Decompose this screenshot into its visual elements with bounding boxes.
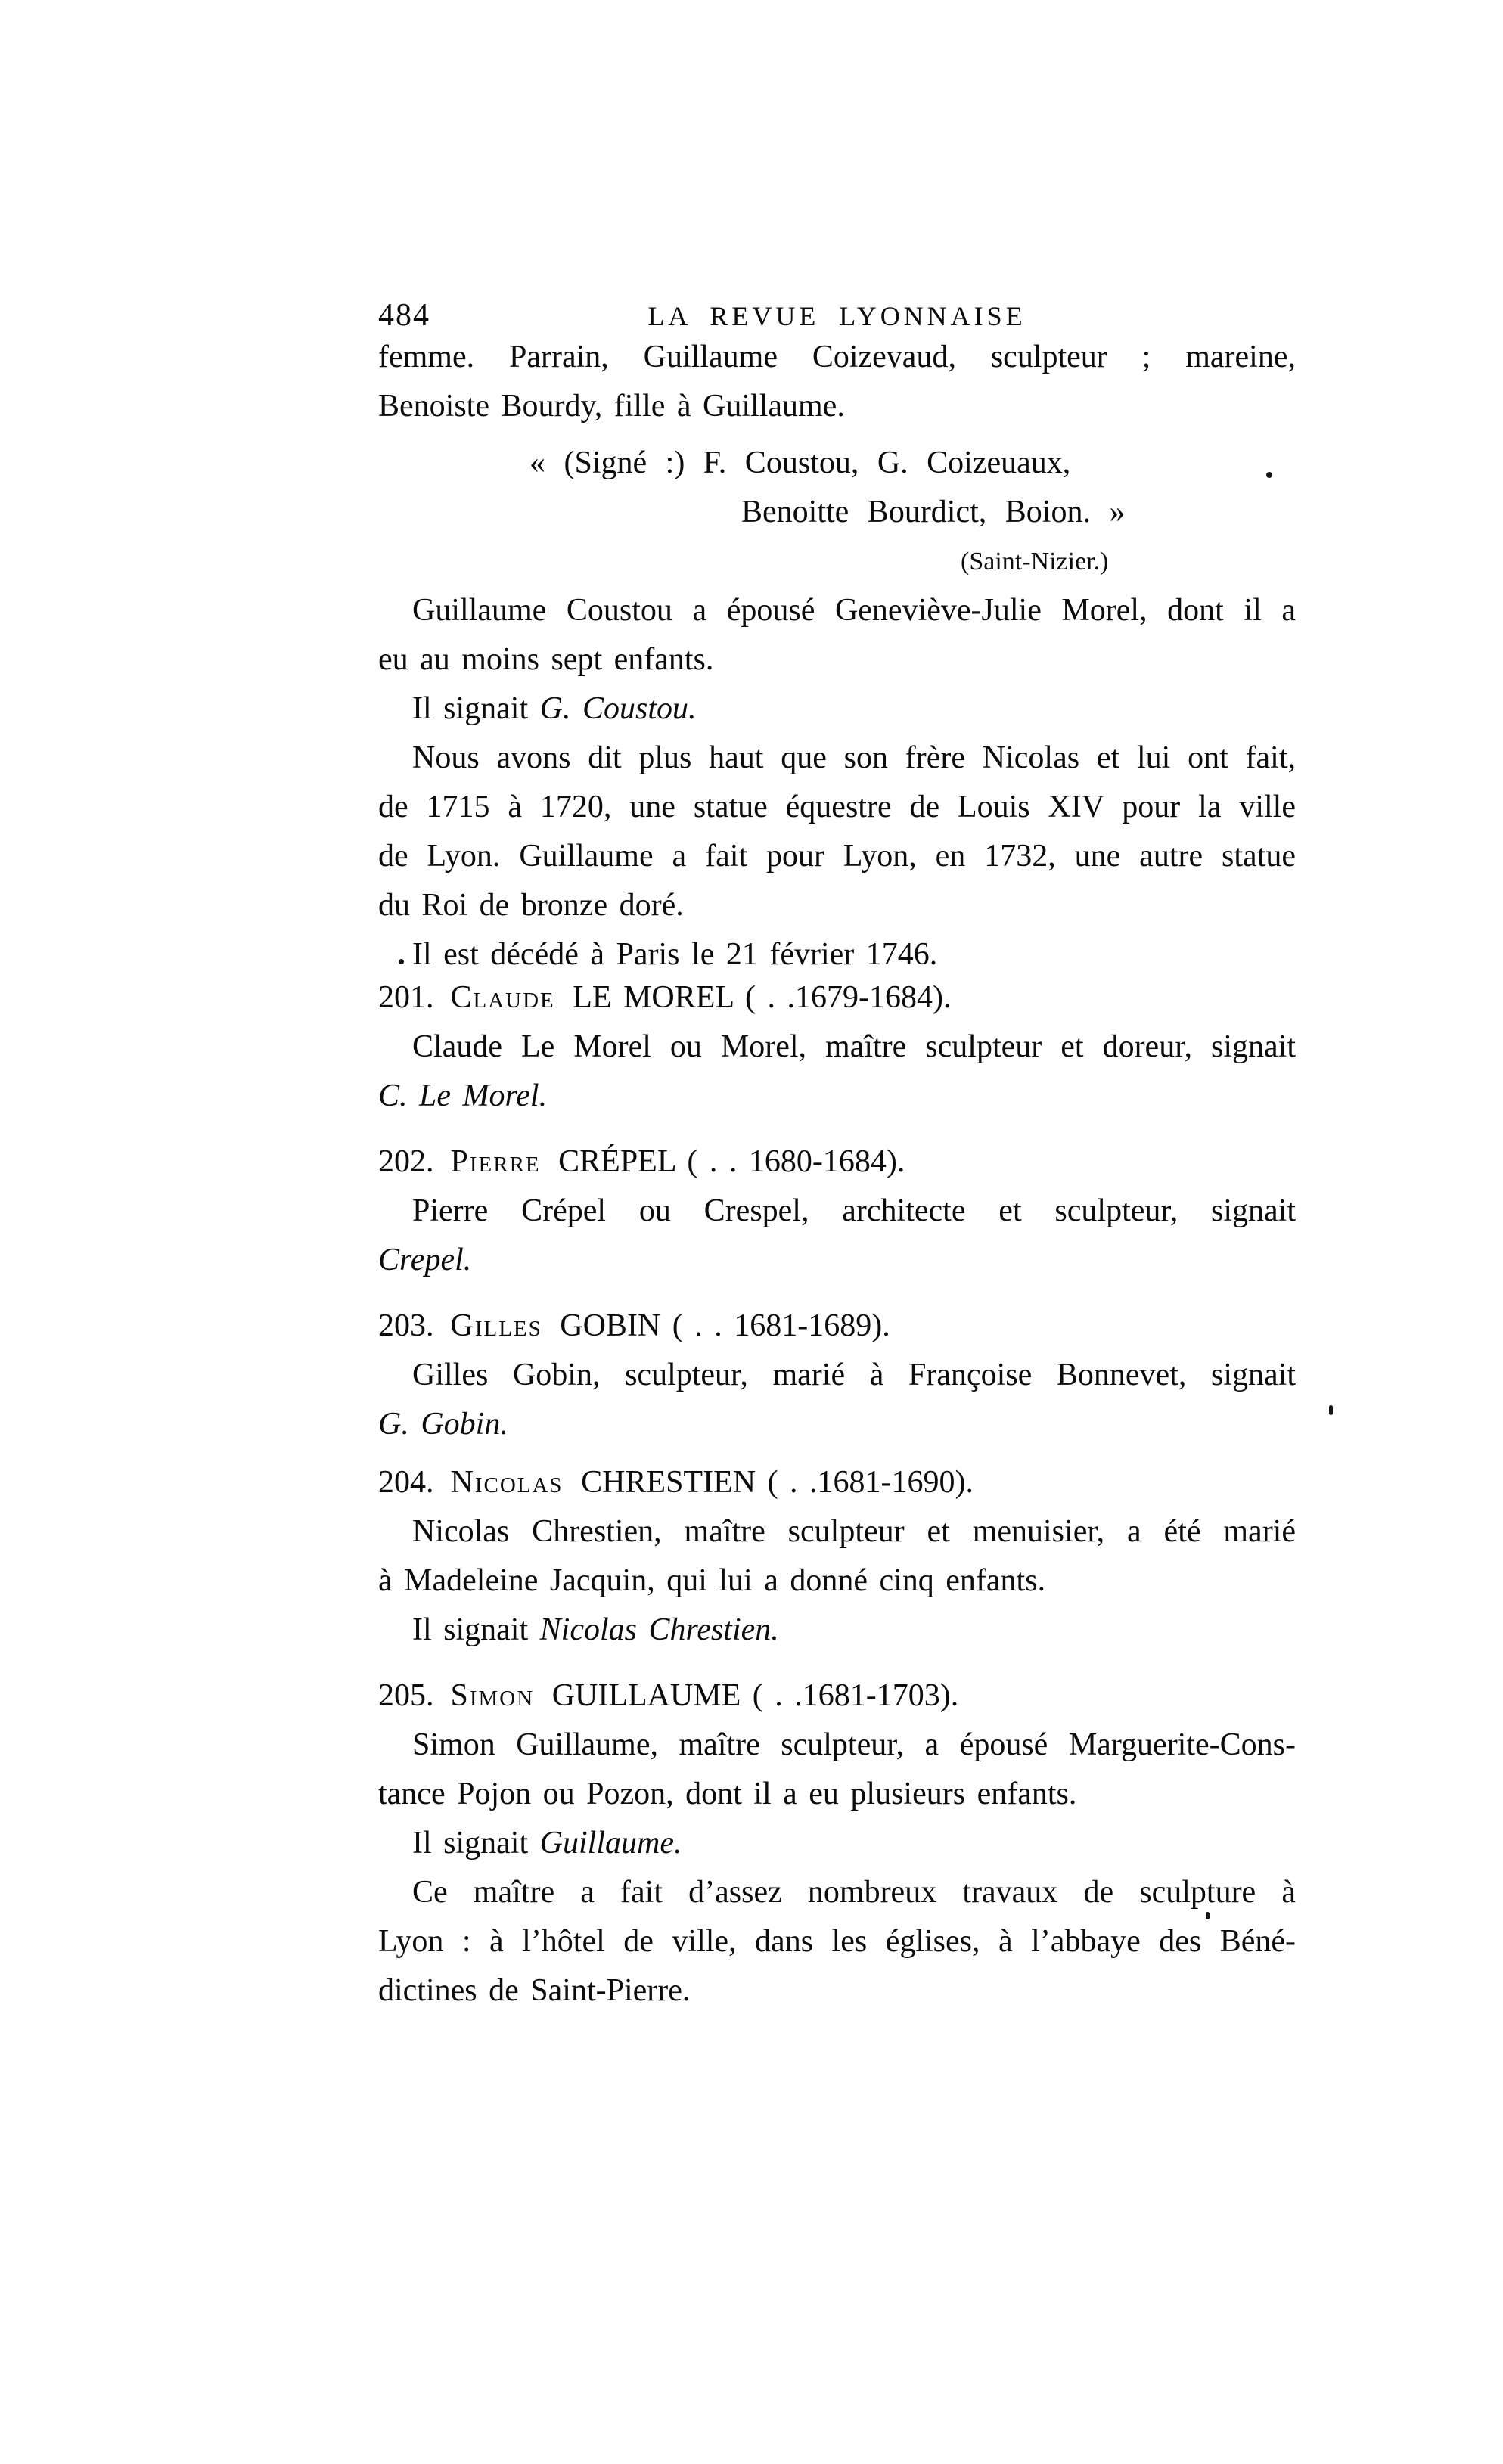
text-line: Simon Guillaume, maître sculpteur, a épousé Marguerite-Cons- <box>412 1727 1296 1762</box>
text-line: Lyon : à l’hôtel de ville, dans les églises, à l’abbaye des Béné- <box>378 1924 1296 1959</box>
signature-line: G. Gobin. <box>378 1407 508 1441</box>
entry-heading <box>378 1302 1296 1351</box>
text-line: Nous avons dit plus haut que son frère Nicolas et lui ont fait, <box>412 740 1296 775</box>
entry-heading <box>378 1671 1296 1721</box>
scan-speck <box>1206 1912 1210 1919</box>
text-line: eu au moins sept enfants. <box>378 642 714 677</box>
entry-number: 204. <box>378 1465 434 1500</box>
entry-first-name: Simon <box>450 1678 535 1713</box>
page-number: 484 <box>378 298 430 333</box>
entry-first-name: Nicolas <box>450 1465 564 1500</box>
text-line <box>378 684 1296 734</box>
text-line: Ce maître a fait d’assez nombreux travaux de sculpture à <box>412 1875 1296 1910</box>
text-line: Gilles Gobin, sculpteur, marié à Françoise Bonnevet, signait <box>412 1358 1296 1392</box>
signature-name: Guillaume. <box>539 1826 682 1860</box>
signature-quote-line: « (Signé :) F. Coustou, G. Coizeuaux, <box>529 445 1071 480</box>
text-line: femme. Parrain, Guillaume Coizevaud, sculpteur ; mareine, <box>378 340 1296 374</box>
signature-name: Nicolas Chrestien. <box>539 1612 779 1647</box>
scan-speck <box>399 959 404 964</box>
text-line: Il est décédé à Paris le 21 février 1746. <box>412 937 938 972</box>
text-segment: Il signait <box>412 1612 540 1647</box>
signature-line: Crepel. <box>378 1243 472 1277</box>
text-line: Guillaume Coustou a épousé Geneviève-Julie Morel, dont il a <box>412 593 1296 628</box>
entry-surname-dates: CRÉPEL ( . . 1680-1684). <box>546 1144 905 1179</box>
entry-first-name: Pierre <box>450 1144 541 1179</box>
entry-heading <box>378 1137 1296 1187</box>
text-segment: Il signait <box>412 691 540 726</box>
entry-surname-dates: LE MOREL ( . .1679-1684). <box>561 980 952 1015</box>
text-line: Pierre Crépel ou Crespel, architecte et sculpteur, signait <box>412 1193 1296 1228</box>
text-line: de 1715 à 1720, une statue équestre de Louis XIV pour la ville <box>378 790 1296 824</box>
text-line: Nicolas Chrestien, maître sculpteur et menuisier, a été marié <box>412 1514 1296 1549</box>
running-title: LA REVUE LYONNAISE <box>647 301 1026 331</box>
signature-line: C. Le Morel. <box>378 1078 548 1113</box>
entry-surname-dates: GOBIN ( . . 1681-1689). <box>548 1308 890 1343</box>
entry-number: 205. <box>378 1678 434 1713</box>
text-line: Claude Le Morel ou Morel, maître sculpteur et doreur, signait <box>412 1029 1296 1064</box>
text-line: tance Pojon ou Pozon, dont il a eu plusieurs enfants. <box>378 1777 1077 1811</box>
entry-heading <box>378 973 1296 1023</box>
text-line: Benoiste Bourdy, fille à Guillaume. <box>378 389 845 424</box>
text-line: du Roi de bronze doré. <box>378 888 684 923</box>
entry-surname-dates: GUILLAUME ( . .1681-1703). <box>540 1678 959 1713</box>
text-line <box>378 1606 1296 1655</box>
parish-note: (Saint-Nizier.) <box>961 548 1109 576</box>
scan-speck <box>1266 472 1272 478</box>
signature-quote-line: Benoitte Bourdict, Boion. » <box>741 495 1126 529</box>
text-line: à Madeleine Jacquin, qui lui a donné cinq enfants. <box>378 1563 1046 1598</box>
text-line: de Lyon. Guillaume a fait pour Lyon, en 1732, une autre statue <box>378 839 1296 874</box>
entry-heading <box>378 1458 1296 1507</box>
entry-surname-dates: CHRESTIEN ( . .1681-1690). <box>569 1465 974 1500</box>
entry-number: 201. <box>378 980 434 1015</box>
signature-name: G. Coustou. <box>539 691 697 726</box>
entry-number: 202. <box>378 1144 434 1179</box>
text-segment: Il signait <box>412 1826 540 1860</box>
text-line: dictines de Saint-Pierre. <box>378 1973 691 2008</box>
entry-number: 203. <box>378 1308 434 1343</box>
entry-first-name: Claude <box>450 980 555 1015</box>
scan-speck <box>1329 1405 1333 1415</box>
entry-first-name: Gilles <box>450 1308 542 1343</box>
text-block <box>378 333 1296 2016</box>
text-line <box>378 1819 1296 1868</box>
